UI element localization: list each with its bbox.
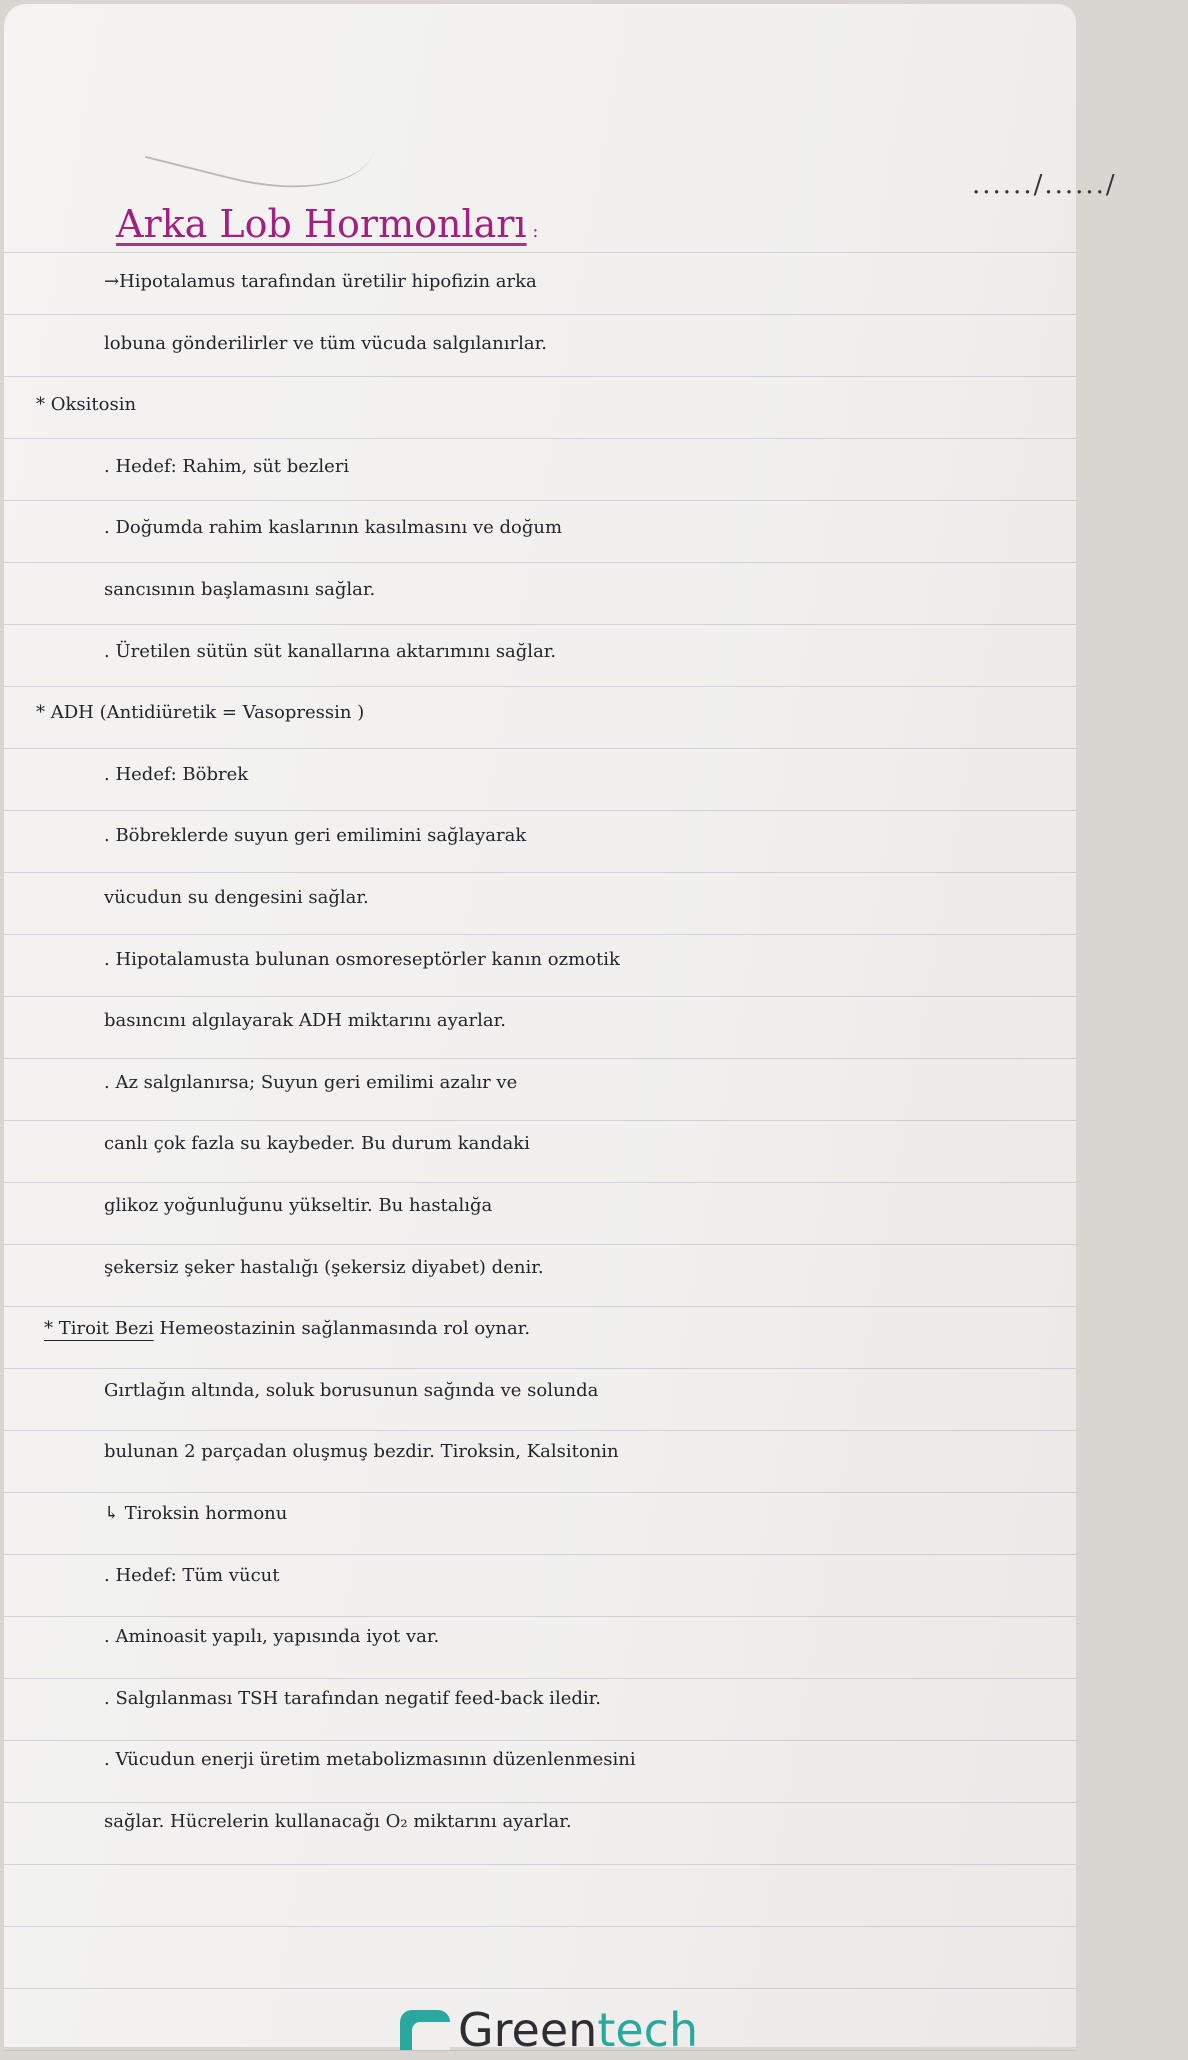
note-line: . Doğumda rahim kaslarının kasılmasını ve doğum [104, 517, 563, 539]
ruled-line [4, 314, 1076, 315]
note-line: vücudun su dengesini sağlar. [104, 887, 369, 908]
ruled-line [4, 1058, 1076, 1059]
note-line: * ADH (Antidiüretik = Vasopressin ) [36, 702, 365, 724]
note-line: . Böbreklerde suyun geri emilimini sağlayarak [104, 825, 527, 847]
note-line: lobuna gönderilirler ve tüm vücuda salgılanırlar. [104, 332, 547, 354]
note-line: ↳ Tiroksin hormonu [104, 1503, 288, 1524]
notebook-page [4, 4, 1117, 2057]
ruled-line [4, 1988, 1076, 1989]
note-line: . Az salgılanırsa; Suyun geri emilimi azalır ve [104, 1071, 518, 1093]
notes-title: Arka Lob Hormonları [116, 202, 527, 246]
ruled-line [4, 810, 1076, 811]
note-line: . Üretilen sütün süt kanallarına aktarımını sağlar. [104, 640, 557, 662]
note-line: . Salgılanması TSH tarafından negatif feed-back iledir. [104, 1687, 601, 1709]
ruled-line [4, 748, 1076, 749]
note-line: sağlar. Hücrelerin kullanacağı O₂ miktarını ayarlar. [104, 1811, 572, 1832]
tiroit-heading: * Tiroit Bezi [44, 1318, 154, 1340]
logo-text: Greentech [458, 2003, 699, 2057]
ruled-line [4, 500, 1076, 501]
note-line: canlı çok fazla su kaybeder. Bu durum kandaki [104, 1133, 530, 1155]
note-line: basıncını algılayarak ADH miktarını ayarlar. [104, 1010, 506, 1032]
logo-icon [400, 2010, 450, 2050]
note-line: şekersiz şeker hastalığı (şekersiz diyabet) denir. [104, 1256, 544, 1278]
note-line: . Hedef: Böbrek [104, 763, 249, 785]
ruled-line [4, 934, 1076, 935]
ruled-line [4, 872, 1076, 873]
note-line: . Hedef: Tüm vücut [104, 1564, 280, 1586]
title-colon: : [532, 221, 539, 242]
ruled-line [4, 562, 1076, 563]
note-line: Gırtlağın altında, soluk borusunun sağında ve solunda [104, 1379, 599, 1401]
ruled-line [4, 1120, 1076, 1121]
note-line: glikoz yoğunluğunu yükseltir. Bu hastalığa [104, 1195, 493, 1216]
note-line: sancısının başlamasını sağlar. [104, 579, 376, 600]
ruled-line [4, 376, 1076, 377]
tiroit-heading-rest: Hemeostazinin sağlanmasında rol oynar. [153, 1318, 531, 1340]
ruled-line [4, 624, 1076, 625]
note-line: . Hipotalamusta bulunan osmoreseptörler kanın ozmotik [104, 948, 620, 970]
ruled-line [4, 996, 1076, 997]
note-line: . Aminoasit yapılı, yapısında iyot var. [104, 1626, 440, 1648]
ruled-line [4, 438, 1076, 439]
note-line: . Hedef: Rahim, süt bezleri [104, 455, 350, 477]
note-line: . Vücudun enerji üretim metabolizmasının düzenlenmesini [104, 1749, 636, 1771]
watermark-logo [400, 2000, 698, 2060]
note-line: bulunan 2 parçadan oluşmuş bezdir. Tiroksin, Kalsitonin [104, 1441, 619, 1463]
note-line: * Oksitosin [36, 394, 137, 416]
date-field: ....../....../ [972, 170, 1117, 200]
tiroit-heading-line [4, 1307, 1116, 1351]
ruled-line [4, 686, 1076, 687]
page-fold-mark [145, 59, 383, 211]
note-line: →Hipotalamus tarafından üretilir hipofizin arka [104, 271, 537, 292]
ruled-line [4, 1182, 1076, 1183]
ruled-line [4, 1926, 1076, 1927]
ruled-line [4, 1864, 1076, 1865]
heading-line [4, 202, 1188, 254]
